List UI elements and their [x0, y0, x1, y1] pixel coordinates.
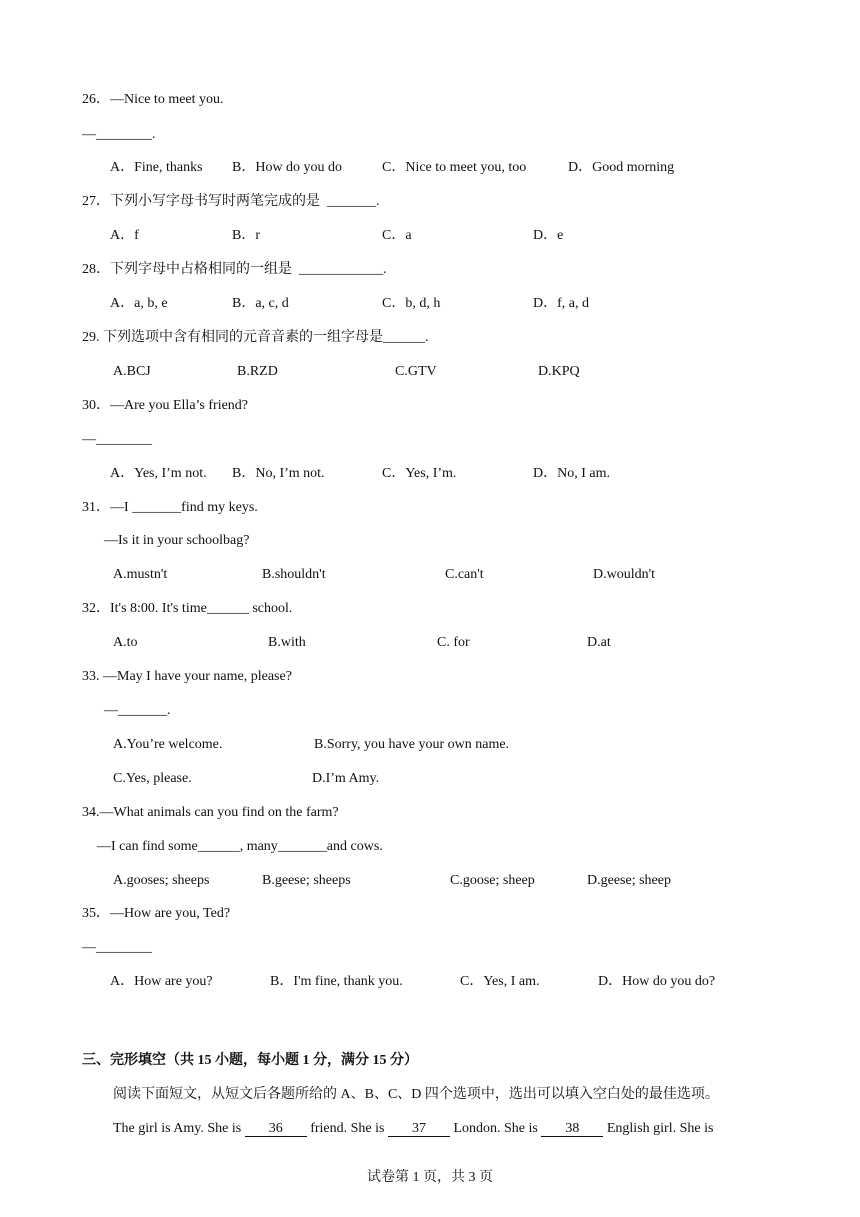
question-29-stem: 29. 下列选项中含有相同的元音音素的一组字母是______. — [82, 330, 429, 345]
blank-36: 36 — [245, 1122, 307, 1137]
question-30-option-c: C．Yes, I’m. — [382, 466, 457, 481]
question-28-option-d: D．f, a, d — [533, 296, 589, 311]
question-27-option-c: C．a — [382, 228, 412, 243]
question-28-option-a: A．a, b, e — [110, 296, 168, 311]
question-29-option-d: D.KPQ — [538, 364, 580, 379]
question-33-stem: 33. —May I have your name, please? — [82, 669, 292, 684]
blank-38: 38 — [541, 1122, 603, 1137]
passage-text-3: London. She is — [449, 1121, 542, 1136]
question-35-option-a: A．How are you? — [110, 974, 213, 989]
passage-line — [113, 1120, 713, 1138]
question-31-option-d: D.wouldn't — [593, 567, 656, 582]
question-30-answer-line: —________ — [82, 432, 152, 447]
question-35-answer-line: —________ — [82, 940, 152, 955]
question-28-option-b: B．a, c, d — [232, 296, 289, 311]
question-35-option-b: B．I'm fine, thank you. — [270, 974, 403, 989]
question-27-option-b: B．r — [232, 228, 260, 243]
question-33-option-d: D.I’m Amy. — [312, 771, 380, 786]
question-34-option-d: D.geese; sheep — [587, 873, 671, 888]
question-30-stem: 30．—Are you Ella’s friend? — [82, 398, 249, 413]
passage-text-4: English girl. She is — [603, 1121, 714, 1136]
question-29-option-b: B.RZD — [237, 364, 278, 379]
question-33-option-c: C.Yes, please. — [113, 771, 192, 786]
question-26-option-b: B．How do you do — [232, 160, 343, 175]
question-30-option-a: A．Yes, I’m not. — [110, 466, 207, 481]
question-30-option-d: D．No, I am. — [533, 466, 610, 481]
question-33-answer-line: —_______. — [104, 703, 171, 718]
question-26-option-c: C．Nice to meet you, too — [382, 160, 527, 175]
question-33-option-a: A.You’re welcome. — [113, 737, 223, 752]
blank-37: 37 — [388, 1122, 450, 1137]
question-34-stem: 34.—What animals can you find on the farm? — [82, 805, 339, 820]
question-35-option-c: C．Yes, I am. — [460, 974, 540, 989]
question-32-option-c: C. for — [437, 635, 470, 650]
section-title: 三、完形填空（共 15 小题，每小题 1 分，满分 15 分） — [82, 1053, 418, 1068]
question-32-option-b: B.with — [268, 635, 306, 650]
section-instruction: 阅读下面短文，从短文后各题所给的 A、B、C、D 四个选项中，选出可以填入空白处的最佳选项。 — [113, 1087, 719, 1102]
question-26-answer-line: —________. — [82, 127, 156, 142]
question-31-answer-line: —Is it in your schoolbag? — [104, 533, 250, 548]
question-33-option-b: B.Sorry, you have your own name. — [314, 737, 510, 752]
question-34-answer-line: —I can find some______, many_______and cows. — [97, 839, 383, 854]
question-26-stem: 26．—Nice to meet you. — [82, 92, 224, 107]
page-footer: 试卷第 1 页，共 3 页 — [367, 1170, 493, 1185]
question-26-option-d: D．Good morning — [568, 160, 675, 175]
question-34-option-b: B.geese; sheeps — [262, 873, 351, 888]
question-30-option-b: B．No, I’m not. — [232, 466, 325, 481]
question-34-option-a: A.gooses; sheeps — [113, 873, 210, 888]
question-31-option-a: A.mustn't — [113, 567, 168, 582]
question-28-stem: 28．下列字母中占格相同的一组是 ____________. — [82, 262, 387, 277]
question-27-option-a: A．f — [110, 228, 139, 243]
passage-text-2: friend. She is — [306, 1121, 388, 1136]
question-32-option-a: A.to — [113, 635, 138, 650]
question-28-option-c: C．b, d, h — [382, 296, 441, 311]
question-31-option-c: C.can't — [445, 567, 484, 582]
question-32-stem: 32．It's 8:00. It's time______ school. — [82, 601, 293, 616]
question-34-option-c: C.goose; sheep — [450, 873, 535, 888]
question-26-option-a: A．Fine, thanks — [110, 160, 203, 175]
question-35-option-d: D．How do you do? — [598, 974, 716, 989]
question-31-stem: 31．—I _______find my keys. — [82, 500, 258, 515]
question-29-option-c: C.GTV — [395, 364, 437, 379]
question-32-option-d: D.at — [587, 635, 611, 650]
question-35-stem: 35．—How are you, Ted? — [82, 906, 231, 921]
question-29-option-a: A.BCJ — [113, 364, 151, 379]
question-27-stem: 27．下列小写字母书写时两笔完成的是 _______. — [82, 194, 380, 209]
question-31-option-b: B.shouldn't — [262, 567, 326, 582]
question-27-option-d: D．e — [533, 228, 564, 243]
passage-text-1: The girl is Amy. She is — [113, 1121, 245, 1136]
